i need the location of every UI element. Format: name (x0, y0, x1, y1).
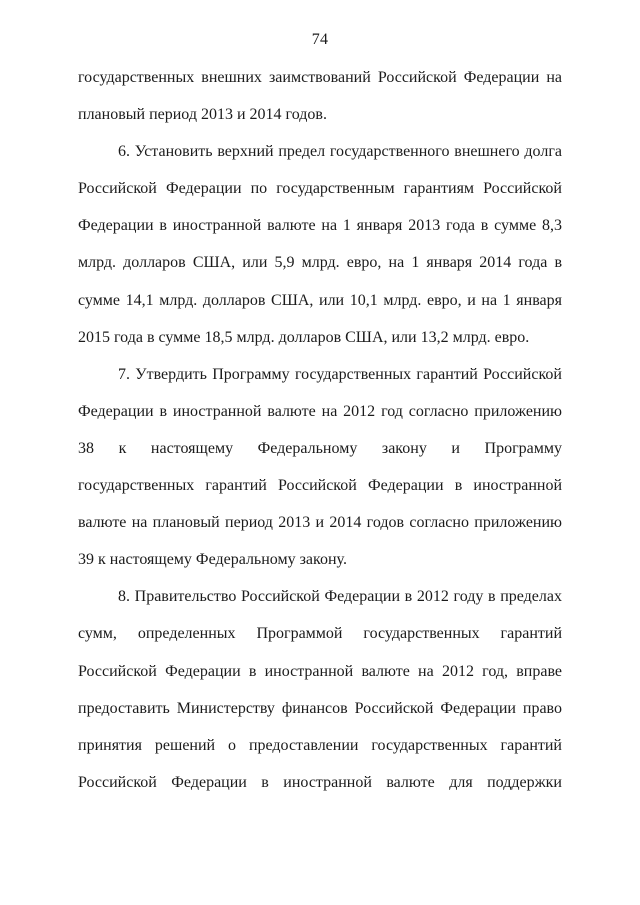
text-line: 38 к настоящему Федеральному закону и Программу (78, 439, 562, 457)
text-line: Российской Федерации по государственным гарантиям Российской (78, 180, 562, 198)
text-line: плановый период 2013 и 2014 годов. (78, 106, 327, 124)
text-line: Российской Федерации в иностранной валюте на 2012 год, вправе (78, 662, 562, 680)
document-text-block (78, 59, 562, 801)
text-line: Федерации в иностранной валюте на 1 января 2013 года в сумме 8,3 (78, 217, 562, 235)
text-line: 6. Установить верхний предел государственного внешнего долга (118, 143, 562, 161)
text-line: 7. Утвердить Программу государственных гарантий Российской (118, 365, 562, 383)
page-number: 74 (311, 31, 329, 48)
text-line: 39 к настоящему Федеральному закону. (78, 551, 347, 569)
text-line: сумм, определенных Программой государственных гарантий (78, 625, 562, 643)
text-line: предоставить Министерству финансов Российской Федерации право (78, 699, 562, 717)
text-line: млрд. долларов США, или 5,9 млрд. евро, на 1 января 2014 года в (78, 254, 562, 272)
text-line: валюте на плановый период 2013 и 2014 годов согласно приложению (78, 514, 562, 532)
text-line: Федерации в иностранной валюте на 2012 год согласно приложению (78, 402, 562, 420)
text-line: 8. Правительство Российской Федерации в 2012 году в пределах (118, 588, 562, 606)
text-line: государственных внешних заимствований Российской Федерации на (78, 69, 562, 86)
text-line: государственных гарантий Российской Федерации в иностранной (78, 477, 562, 495)
text-line: Российской Федерации в иностранной валюте для поддержки (78, 773, 562, 791)
text-line: сумме 14,1 млрд. долларов США, или 10,1 млрд. евро, и на 1 января (78, 291, 562, 309)
text-line: принятия решений о предоставлении государственных гарантий (78, 736, 562, 754)
text-line: 2015 года в сумме 18,5 млрд. долларов США, или 13,2 млрд. евро. (78, 328, 530, 346)
